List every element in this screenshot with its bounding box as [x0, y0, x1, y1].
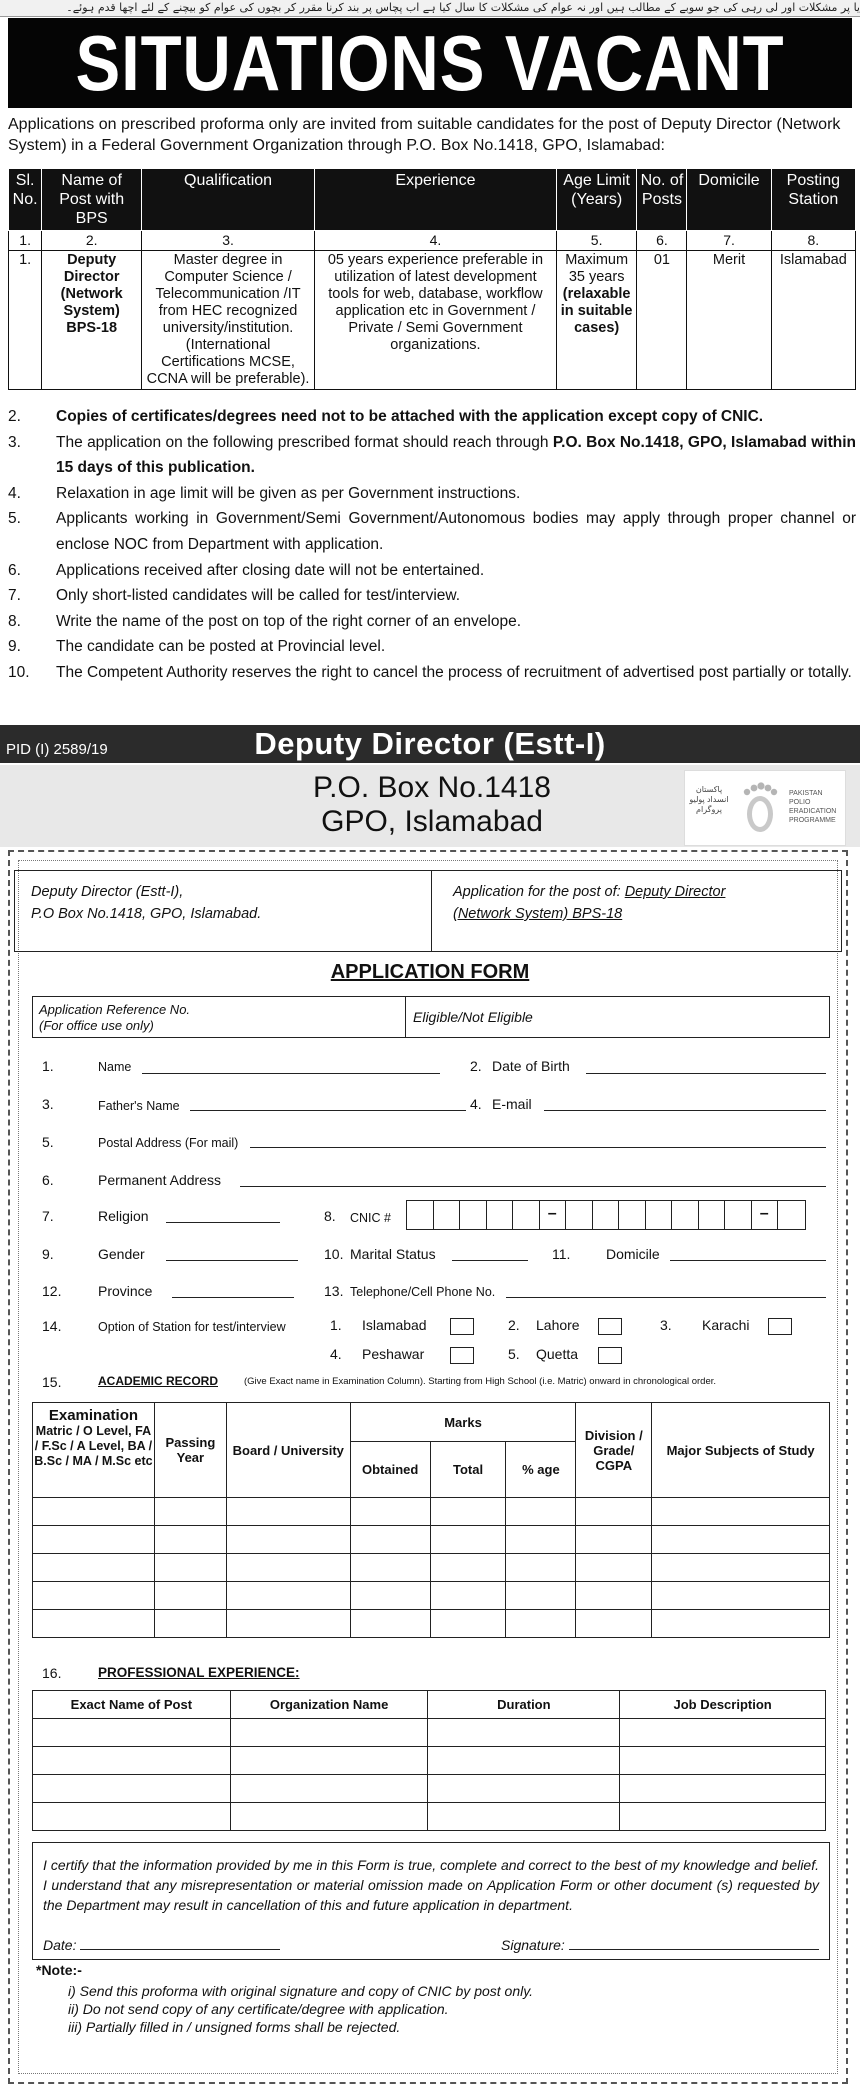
item-text-wrap [56, 430, 856, 481]
footprint-icon [735, 778, 785, 838]
reference-label-line: (For office use only) [39, 1018, 154, 1033]
table-cell[interactable] [154, 1554, 226, 1582]
religion-label: Religion [98, 1208, 149, 1224]
cnic-digit-box[interactable] [646, 1201, 673, 1229]
gender-label: Gender [98, 1246, 145, 1262]
list-item [8, 430, 856, 481]
post-name-line: Deputy Director [63, 252, 120, 285]
table-cell[interactable] [506, 1610, 576, 1638]
cnic-separator: – [752, 1201, 779, 1229]
table-cell[interactable] [506, 1582, 576, 1610]
academic-record-table [32, 1402, 830, 1638]
table-cell[interactable] [350, 1526, 430, 1554]
permanent-address-field[interactable] [240, 1186, 826, 1187]
col-header: Age Limit (Years) [556, 169, 637, 231]
table-cell[interactable] [652, 1582, 830, 1610]
form-heading: APPLICATION FORM [330, 961, 530, 983]
table-cell[interactable] [350, 1554, 430, 1582]
total-header: Total [430, 1442, 506, 1498]
table-cell[interactable] [620, 1803, 826, 1831]
station-islamabad-label: Islamabad [362, 1317, 427, 1333]
note-item: iii) Partially filled in / unsigned forms shall be rejected. [68, 2019, 401, 2035]
field-number: 11. [552, 1246, 571, 1262]
pid-number: PID (I) 2589/19 [6, 741, 108, 758]
organization-header: Organization Name [230, 1691, 428, 1719]
field-number: 10. [324, 1246, 344, 1262]
table-cell[interactable] [576, 1498, 652, 1526]
cell-domicile: Merit [687, 251, 771, 390]
table-row[interactable] [33, 1554, 830, 1582]
col-number: 8. [771, 231, 855, 251]
signature-row [501, 1935, 819, 1955]
father-name-label: Father's Name [98, 1099, 180, 1113]
station-quetta-checkbox[interactable] [598, 1347, 622, 1364]
logo-text-line: ERADICATION [789, 808, 837, 815]
job-description-header: Job Description [620, 1691, 826, 1719]
applied-post [433, 871, 841, 951]
date-row [43, 1935, 280, 1955]
address-line: Deputy Director (Estt-I), [31, 884, 184, 900]
subjects-header: Major Subjects of Study [652, 1403, 830, 1498]
cnic-digit-box[interactable] [566, 1201, 593, 1229]
professional-experience-table [32, 1690, 826, 1831]
table-cell[interactable] [576, 1582, 652, 1610]
exam-header [33, 1403, 155, 1498]
table-cell[interactable] [33, 1803, 231, 1831]
col-header: Posting Station [771, 169, 855, 231]
table-cell[interactable] [33, 1775, 231, 1803]
item-text: Applicants working in Government/Semi Government/Autonomous bodies may apply through proper channel or enclose NOC from Department with application. [56, 510, 856, 553]
table-cell[interactable] [428, 1747, 620, 1775]
col-number: 6. [637, 231, 687, 251]
table-cell[interactable] [230, 1803, 428, 1831]
cnic-digit-box[interactable] [407, 1201, 434, 1229]
item-text: Relaxation in age limit will be given as per Government instructions. [56, 484, 521, 502]
table-cell[interactable] [230, 1719, 428, 1747]
list-item [8, 634, 856, 660]
cnic-digit-box[interactable] [434, 1201, 461, 1229]
percent-header: % age [506, 1442, 576, 1498]
col-number: 1. [9, 231, 42, 251]
academic-record-note: (Give Exact name in Examination Column). Starting from High School (i.e. Matric) onward in chronological order. [244, 1376, 717, 1387]
signature-field[interactable] [569, 1949, 819, 1950]
station-lahore-checkbox[interactable] [598, 1318, 622, 1335]
professional-experience-heading: PROFESSIONAL EXPERIENCE: [98, 1665, 300, 1680]
table-row[interactable] [33, 1498, 830, 1526]
table-cell[interactable] [652, 1526, 830, 1554]
field-number: 16. [42, 1665, 62, 1681]
table-cell[interactable] [576, 1554, 652, 1582]
col-header: Domicile [687, 169, 771, 231]
station-option-label: Option of Station for test/interview [98, 1320, 286, 1334]
item-text: The Competent Authority reserves the right to cancel the process of recruitment of advertised post partially or totally. [56, 663, 852, 681]
item-text-bold: P.O. Box No.1418, GPO, Islamabad within 15 days of this publication. [56, 433, 856, 477]
age-limit: Maximum 35 years [565, 252, 629, 285]
item-number: 2. [8, 408, 21, 425]
phone-field[interactable] [506, 1297, 826, 1298]
field-number: 3. [42, 1096, 54, 1112]
table-cell[interactable] [226, 1498, 350, 1526]
religion-field[interactable] [166, 1222, 280, 1223]
station-number: 3. [660, 1317, 672, 1333]
list-item [8, 660, 856, 686]
conditions-list [8, 404, 856, 686]
table-cell[interactable] [350, 1610, 430, 1638]
col-header: Sl. No. [9, 169, 42, 231]
table-row[interactable] [33, 1775, 826, 1803]
field-number: 12. [42, 1283, 62, 1299]
table-cell[interactable] [226, 1582, 350, 1610]
field-number: 6. [42, 1172, 54, 1188]
logo-text-line: PAKISTAN [789, 790, 823, 797]
cnic-digit-box[interactable] [593, 1201, 620, 1229]
table-cell[interactable] [154, 1526, 226, 1554]
certification-box [32, 1842, 830, 1960]
postal-address-field[interactable] [250, 1147, 826, 1148]
phone-label: Telephone/Cell Phone No. [350, 1285, 496, 1299]
item-text: Applications received after closing date will not be entertained. [56, 561, 485, 579]
field-number: 15. [42, 1374, 62, 1390]
cnic-digit-box[interactable] [699, 1201, 726, 1229]
field-number: 7. [42, 1208, 54, 1224]
cell-age [556, 251, 637, 390]
table-cell[interactable] [230, 1775, 428, 1803]
name-field[interactable] [142, 1073, 440, 1074]
table-cell[interactable] [620, 1775, 826, 1803]
item-number: 4. [8, 484, 21, 502]
station-peshawar-label: Peshawar [362, 1346, 425, 1362]
board-header: Board / University [226, 1403, 350, 1498]
field-number: 5. [42, 1134, 54, 1150]
table-cell[interactable] [506, 1554, 576, 1582]
signature-label: Signature: [501, 1937, 565, 1953]
obtained-header: Obtained [350, 1442, 430, 1498]
table-cell[interactable] [33, 1554, 155, 1582]
applied-post-label: Application for the post of: [453, 884, 621, 900]
col-number: 5. [556, 231, 637, 251]
table-cell[interactable] [430, 1498, 506, 1526]
table-cell[interactable] [652, 1610, 830, 1638]
col-number: 4. [315, 231, 557, 251]
col-header: Name of Post with BPS [42, 169, 142, 231]
applied-post-name: Deputy Director [624, 884, 726, 900]
table-cell[interactable] [506, 1498, 576, 1526]
exam-header-sub: Matric / O Level, FA / F.Sc / A Level, BA / B.Sc / MA / M.Sc etc [34, 1424, 153, 1468]
table-cell[interactable] [33, 1582, 155, 1610]
academic-record-heading: ACADEMIC RECORD [98, 1374, 218, 1388]
cnic-input[interactable] [406, 1200, 806, 1230]
list-item [8, 506, 856, 557]
note-item: ii) Do not send copy of any certificate/degree with application. [68, 2001, 449, 2017]
logo-text-line: POLIO [789, 799, 811, 806]
po-box-city: GPO, Islamabad [321, 805, 543, 838]
reference-divider [405, 997, 406, 1037]
polio-programme-logo [684, 770, 846, 846]
date-field[interactable] [80, 1949, 280, 1950]
dob-label: Date of Birth [492, 1058, 570, 1074]
table-cell[interactable] [350, 1498, 430, 1526]
list-item [8, 481, 856, 507]
urdu-header-strip: یا پر مشکلات اور لی رہی کی جو سوبے کے مطالب ہیں اور نہ عوام کی مشکلات کا سال کیا ہے اب پچاس پر بند کرنا مقرر کر بچوں کی عوام کو بیچنے کے لئے اچھا قدم ہوئے۔ [0, 0, 860, 17]
reference-label-line: Application Reference No. [39, 1002, 191, 1017]
cnic-digit-box[interactable] [619, 1201, 646, 1229]
field-number: 8. [324, 1208, 336, 1224]
logo-text-line: PROGRAMME [789, 817, 836, 824]
division-header: Division / Grade/ CGPA [576, 1403, 652, 1498]
table-cell[interactable] [620, 1719, 826, 1747]
station-number: 2. [508, 1317, 520, 1333]
table-cell[interactable] [154, 1498, 226, 1526]
address-line: P.O Box No.1418, GPO, Islamabad. [31, 906, 262, 922]
item-text: Copies of certificates/degrees need not to be attached with the application except copy of CNIC. [56, 408, 764, 425]
station-number: 4. [330, 1346, 342, 1362]
col-header: Experience [315, 169, 557, 231]
post-bps: BPS-18 [66, 320, 118, 336]
cnic-digit-box[interactable] [460, 1201, 487, 1229]
station-number: 5. [508, 1346, 520, 1362]
station-peshawar-checkbox[interactable] [450, 1347, 474, 1364]
station-karachi-label: Karachi [702, 1317, 750, 1333]
advertiser-band [0, 725, 860, 763]
page-title: SITUATIONS VACANT [75, 19, 785, 107]
field-number: 2. [470, 1058, 482, 1074]
cnic-digit-box[interactable] [778, 1201, 805, 1229]
recipient-address [15, 871, 432, 951]
item-text: The application on the following prescribed format should reach through [56, 433, 549, 451]
province-field[interactable] [172, 1297, 294, 1298]
province-label: Province [98, 1283, 153, 1299]
cell-post [42, 251, 142, 390]
item-text: The candidate can be posted at Provincial level. [56, 638, 386, 656]
page-title-banner [8, 18, 852, 108]
age-note: (relaxable in suitable cases) [560, 286, 633, 336]
table-cell[interactable] [226, 1554, 350, 1582]
table-row[interactable] [33, 1719, 826, 1747]
item-number: 10. [8, 663, 30, 681]
table-row[interactable] [33, 1582, 830, 1610]
gender-field[interactable] [166, 1260, 298, 1261]
post-name-header: Exact Name of Post [33, 1691, 231, 1719]
field-number: 13. [324, 1283, 344, 1299]
table-cell[interactable] [33, 1498, 155, 1526]
item-text: Write the name of the post on top of the right corner of an envelope. [56, 612, 521, 630]
item-number: 8. [8, 612, 21, 630]
reference-label [39, 1002, 399, 1034]
address-block [14, 870, 842, 952]
email-label: E-mail [492, 1096, 532, 1112]
cnic-label: CNIC # [350, 1211, 391, 1225]
item-number: 3. [8, 433, 21, 451]
cnic-digit-box[interactable] [672, 1201, 699, 1229]
marks-header: Marks [350, 1403, 576, 1442]
col-number: 7. [687, 231, 771, 251]
table-cell[interactable] [428, 1775, 620, 1803]
table-cell[interactable] [226, 1526, 350, 1554]
domicile-label: Domicile [606, 1246, 660, 1262]
station-number: 1. [330, 1317, 342, 1333]
applied-post-bps: (Network System) BPS-18 [453, 906, 623, 922]
note-item: i) Send this proforma with original signature and copy of CNIC by post only. [68, 1983, 534, 1999]
table-cell[interactable] [430, 1526, 506, 1554]
vacancy-table [8, 168, 856, 390]
exam-header-title: Examination [48, 1407, 139, 1424]
item-text: Only short-listed candidates will be called for test/interview. [56, 587, 461, 605]
table-cell[interactable] [33, 1526, 155, 1554]
table-cell[interactable] [506, 1526, 576, 1554]
table-cell[interactable] [430, 1610, 506, 1638]
table-cell[interactable] [430, 1554, 506, 1582]
post-name-line: (Network System) [60, 286, 123, 319]
table-cell[interactable] [33, 1719, 231, 1747]
field-number: 1. [42, 1058, 54, 1074]
field-number: 14. [42, 1318, 62, 1334]
table-cell[interactable] [33, 1610, 155, 1638]
table-cell[interactable] [226, 1610, 350, 1638]
note-heading: *Note:- [36, 1962, 82, 1978]
permanent-address-label: Permanent Address [98, 1172, 221, 1188]
logo-text [789, 789, 836, 825]
table-row[interactable] [33, 1526, 830, 1554]
date-label: Date: [43, 1937, 77, 1953]
passing-year-header: Passing Year [154, 1403, 226, 1498]
table-cell[interactable] [154, 1610, 226, 1638]
item-number: 9. [8, 638, 21, 656]
table-cell[interactable] [620, 1747, 826, 1775]
certification-text: I certify that the information provided by me in this Form is true, complete and correct to the best of my knowledge and belief. I understand that any misrepresentation or material omission made on Application Form or other document (s) requested by the Department may result in cancellation of this and future application in department. [43, 1857, 819, 1913]
domicile-field[interactable] [670, 1260, 826, 1261]
cell-posts: 01 [637, 251, 687, 390]
col-header: Qualification [142, 169, 315, 231]
cnic-digit-box[interactable] [725, 1201, 752, 1229]
list-item [8, 583, 856, 609]
email-field[interactable] [544, 1110, 826, 1111]
station-lahore-label: Lahore [536, 1317, 580, 1333]
list-item [8, 558, 856, 584]
cell-qualification: Master degree in Computer Science / Telecommunication /IT from HEC recognized university/institution. (International Certifications MCSE, CCNA will be preferable). [142, 251, 315, 390]
po-box-section [0, 765, 860, 847]
station-quetta-label: Quetta [536, 1346, 579, 1362]
table-row[interactable] [33, 1747, 826, 1775]
table-cell[interactable] [428, 1719, 620, 1747]
name-label: Name [98, 1060, 132, 1074]
col-number: 3. [142, 231, 315, 251]
table-cell[interactable] [350, 1582, 430, 1610]
po-box-line: P.O. Box No.1418 [313, 771, 551, 804]
station-islamabad-checkbox[interactable] [450, 1318, 474, 1335]
marital-status-label: Marital Status [350, 1246, 436, 1262]
table-cell[interactable] [576, 1610, 652, 1638]
field-number: 4. [470, 1096, 482, 1112]
father-name-field[interactable] [190, 1110, 466, 1111]
table-cell[interactable] [652, 1554, 830, 1582]
cell-station: Islamabad [771, 251, 855, 390]
field-number: 9. [42, 1246, 54, 1262]
station-karachi-checkbox[interactable] [768, 1318, 792, 1335]
column-number-row [9, 231, 856, 251]
item-number: 7. [8, 587, 21, 605]
intro-paragraph: Applications on prescribed proforma only are invited from suitable candidates for the post of Deputy Director (Network System) in a Federal Government Organization through P.O. Box No.1418, GPO, Islamabad: [8, 116, 841, 154]
table-cell[interactable] [154, 1582, 226, 1610]
table-cell[interactable] [428, 1803, 620, 1831]
duration-header: Duration [428, 1691, 620, 1719]
table-cell[interactable] [430, 1582, 506, 1610]
table-cell[interactable] [652, 1498, 830, 1526]
list-item [8, 404, 856, 430]
list-item [8, 609, 856, 635]
cnic-digit-box[interactable] [487, 1201, 514, 1229]
postal-address-label: Postal Address (For mail) [98, 1136, 239, 1150]
cnic-separator: – [540, 1201, 567, 1229]
table-row [9, 251, 856, 390]
table-cell[interactable] [230, 1747, 428, 1775]
table-row[interactable] [33, 1610, 830, 1638]
vacancy-header-row [9, 169, 856, 231]
logo-urdu-text: پاکستان انسداد پولیو پروگرام [689, 785, 729, 814]
dob-field[interactable] [586, 1073, 826, 1074]
eligibility-label: Eligible/Not Eligible [413, 1009, 533, 1025]
item-number: 6. [8, 561, 21, 579]
marital-status-field[interactable] [452, 1260, 528, 1261]
notes-section [32, 1962, 830, 2036]
table-row[interactable] [33, 1803, 826, 1831]
table-cell[interactable] [33, 1747, 231, 1775]
cell-sl: 1. [9, 251, 42, 390]
col-number: 2. [42, 231, 142, 251]
table-cell[interactable] [576, 1526, 652, 1554]
col-header: No. of Posts [637, 169, 687, 231]
cnic-digit-box[interactable] [513, 1201, 540, 1229]
item-number: 5. [8, 510, 21, 528]
cell-experience: 05 years experience preferable in utilization of latest development tools for web, database, workflow application etc in Government / Private / Semi Government organizations. [315, 251, 557, 390]
advertiser-title: Deputy Director (Estt-I) [254, 726, 606, 761]
reference-box [32, 996, 830, 1038]
